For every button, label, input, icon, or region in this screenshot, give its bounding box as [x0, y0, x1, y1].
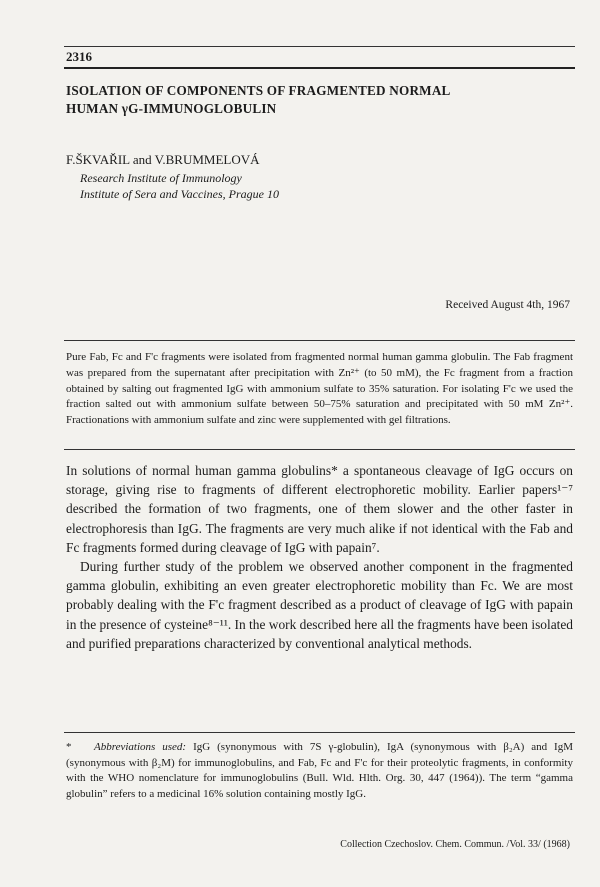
footnote-marker: * — [66, 741, 72, 753]
footnote — [66, 740, 573, 802]
journal-footer: Collection Czechoslov. Chem. Commun. /Vol. 33/ (1968) — [340, 839, 570, 850]
abstract: Pure Fab, Fc and F'c fragments were isolated from fragmented normal human gamma globulin. The Fab fragment was prepared from the supernatant after precipitation with Zn²⁺ (to 50 mM), the Fc fragment from a fraction obtained by salting out fragmented IgG with ammonium sulfate to 35% saturation. For isolating F'c we used the fraction salted out with ammonium sulfate between 50–75% saturation and precipitated with 50 mM Zn²⁺. Fractionations with ammonium sulfate and zinc were supplemented with gel filtrations. — [66, 351, 573, 427]
affiliation — [80, 170, 279, 202]
body-paragraph: In solutions of normal human gamma globulins* a spontaneous cleavage of IgG occurs on storage, giving rise to fragments of different electrophoretic mobility. Earlier papers¹⁻⁷ described the formation of two fragments, one of them slower and the other faster in electrophoresis than IgG. The fragments are very much alike if not identical with the Fab and Fc fragments formed during cleavage of IgG with papain⁷. — [66, 463, 573, 555]
affiliation-line: Institute of Sera and Vaccines, Prague 10 — [80, 187, 279, 201]
footnote-text: IgG (synonymous with 7S γ-globulin), IgA (synonymous with β₂A) and IgM (synonymous with β₂M) for immunoglobulins, and Fab, Fc and F'c for their proteolytic fragments, in conformity with the WHO nomenclature for immunoglobulins (Bull. Wld. Hlth. Org. 30, 447 (1964)). The term “gamma globulin” refers to a medicinal 16% solution containing mostly IgG. — [66, 741, 574, 800]
affiliation-line: Research Institute of Immunology — [80, 171, 242, 185]
page-number: 2316 — [66, 49, 92, 64]
abstract-bottom-rule — [64, 449, 575, 450]
header-rule — [64, 67, 575, 69]
footnote-rule — [64, 732, 575, 733]
authors: F.ŠKVAŘIL and V.BRUMMELOVÁ — [66, 152, 260, 167]
body-paragraph: During further study of the problem we observed another component in the fragmented gamma globulin, exhibiting an even greater electrophoretic mobility than Fc. We are most probably dealing with the F'c fragment described as a product of cleavage of IgG with papain in the presence of cysteine⁸⁻¹¹. In the work described here all the fragments have been isolated and purified preparations characterized by conventional analytical methods. — [66, 559, 573, 651]
article-title: ISOLATION OF COMPONENTS OF FRAGMENTED NORMAL HUMAN γG-IMMUNOGLOBULIN — [66, 83, 450, 116]
article-body — [66, 461, 573, 653]
abstract-top-rule — [64, 340, 575, 341]
footnote-label: Abbreviations used: — [94, 741, 187, 753]
received-date: Received August 4th, 1967 — [445, 299, 570, 311]
top-rule — [64, 46, 575, 47]
